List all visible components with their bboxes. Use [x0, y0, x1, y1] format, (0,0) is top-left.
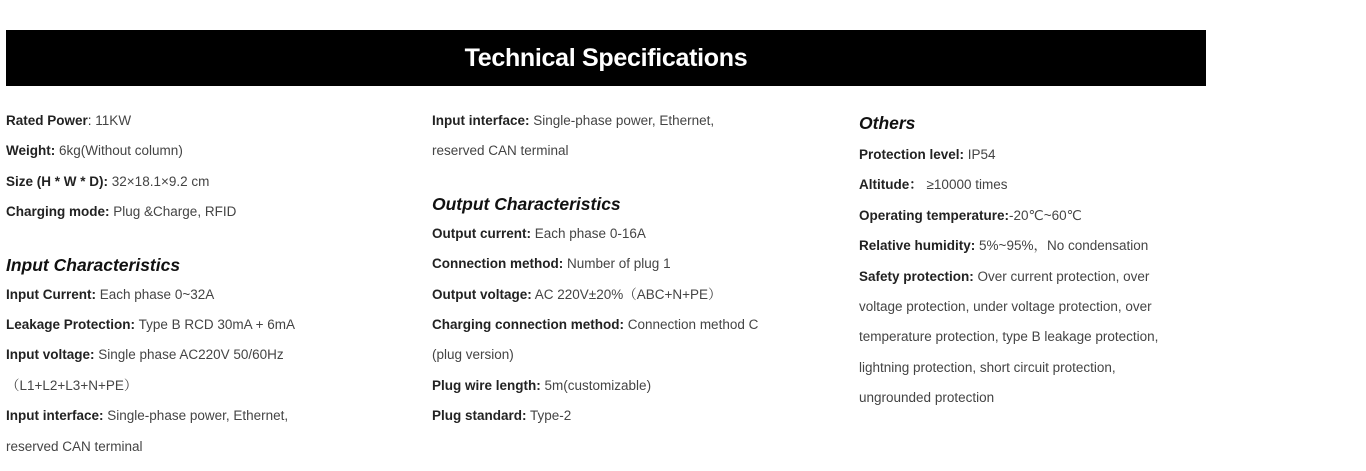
spec-input-interface-continued: reserved CAN terminal [432, 143, 569, 159]
spec-value: 11KW [95, 113, 132, 128]
spec-output-voltage [432, 280, 832, 310]
spec-value: Each phase 0-16A [534, 225, 646, 241]
spec-label: Input Current: [6, 286, 96, 302]
spec-value: 5m(customizable) [544, 377, 652, 393]
spec-value: Single-phase power, Ethernet, [107, 408, 289, 424]
spec-protection-level [859, 140, 1199, 170]
spec-value: Number of plug 1 [567, 256, 671, 272]
spec-value: Single phase AC220V 50/60Hz [98, 347, 284, 363]
spec-value: 32×18.1×9.2 cm [111, 173, 210, 189]
section-title-output: Output Characteristics [432, 193, 621, 214]
spec-label: Output voltage: [432, 286, 532, 302]
spec-charging-mode [6, 197, 406, 227]
spec-value: Each phase 0~32A [99, 286, 215, 302]
spec-size [6, 167, 406, 197]
spec-value: Connection method C [627, 317, 759, 333]
spec-safety-protection-continued: ungrounded protection [859, 390, 995, 406]
specs-column-3 [859, 106, 1199, 414]
spec-value: 5%~95%，No condensation [979, 238, 1149, 254]
spec-label: Input voltage: [6, 347, 95, 363]
spec-label: Connection method: [432, 256, 564, 272]
spec-label: Input interface: [432, 113, 530, 128]
page-title: Technical Specifications [464, 43, 748, 72]
specs-header-banner [6, 30, 1206, 86]
section-title-input: Input Characteristics [6, 254, 181, 275]
spec-label: Input interface: [6, 408, 104, 424]
spec-value: AC 220V±20%（ABC+N+PE） [534, 286, 722, 302]
spec-operating-temperature [859, 201, 1199, 231]
spec-input-current [6, 280, 406, 310]
spec-rated-power: Rated Power: 11KW [6, 113, 132, 128]
specs-column-2 [432, 106, 832, 432]
spec-value: ≥10000 times [926, 177, 1008, 193]
spec-safety-protection-continued: temperature protection, type B leakage protection, [859, 329, 1159, 345]
spec-input-interface [6, 401, 406, 431]
spec-value: Type-2 [530, 408, 572, 424]
spec-weight [6, 136, 406, 166]
spec-value: Over current protection, over [977, 268, 1150, 284]
spec-label: Charging mode: [6, 204, 110, 220]
spec-label: Size (H * W * D): [6, 173, 109, 189]
spec-label: Charging connection method: [432, 317, 624, 333]
spec-safety-protection-continued: voltage protection, under voltage protection, over [859, 299, 1152, 315]
spec-relative-humidity [859, 231, 1199, 261]
spec-label: Rated Power [6, 113, 88, 128]
spec-label: Weight: [6, 143, 56, 159]
spec-input-interface [432, 106, 832, 136]
spec-plug-standard [432, 401, 832, 431]
spec-leakage-protection [6, 310, 406, 340]
spec-output-current [432, 219, 832, 249]
spec-label: Plug wire length: [432, 377, 541, 393]
spec-plug-wire-length [432, 371, 832, 401]
spec-charging-connection-method [432, 310, 832, 340]
spec-safety-protection [859, 262, 1199, 292]
spec-label: Output current: [432, 225, 531, 241]
spec-value: Plug &Charge, RFID [113, 204, 237, 220]
spec-input-interface-continued: reserved CAN terminal [6, 438, 143, 454]
spec-input-voltage-continued: （L1+L2+L3+N+PE） [6, 377, 138, 393]
spec-label: Relative humidity: [859, 238, 976, 254]
spec-value: IP54 [967, 147, 996, 162]
spec-connection-method [432, 249, 832, 279]
spec-value: Single-phase power, Ethernet, [533, 113, 715, 128]
spec-label: Operating temperature: [859, 207, 1010, 223]
spec-safety-protection-continued: lightning protection, short circuit protection, [859, 359, 1116, 375]
spec-value: -20℃~60℃ [1009, 207, 1082, 223]
spec-input-voltage [6, 340, 406, 370]
spec-label: Safety protection: [859, 268, 974, 284]
spec-label: Plug standard: [432, 408, 527, 424]
spec-altitude [859, 170, 1199, 200]
spec-charging-connection-continued: (plug version) [432, 347, 514, 363]
specs-column-1 [6, 106, 406, 462]
spec-value: Type B RCD 30mA + 6mA [138, 317, 295, 333]
section-title-others: Others [859, 113, 916, 133]
spec-value: 6kg(Without column) [59, 143, 183, 159]
spec-label: Protection level: [859, 147, 965, 162]
spec-label: Altitude： [859, 177, 923, 193]
spec-label: Leakage Protection: [6, 317, 136, 333]
